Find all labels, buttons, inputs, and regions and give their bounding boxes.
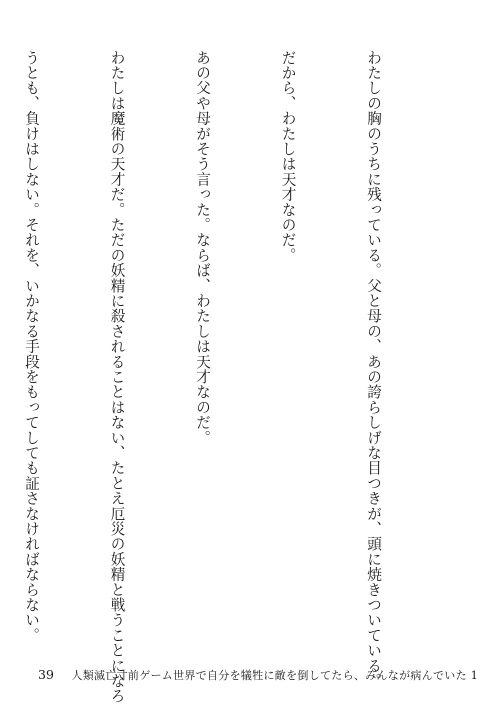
running-title: 人類滅亡寸前ゲーム世界で自分を犠牲に敵を倒してたら、みんなが病んでいた 1 bbox=[71, 669, 478, 682]
text-line: だから、わたしは天才なのだ。 bbox=[279, 50, 297, 263]
text-line: あの父や母がそう言った。ならば、わたしは天才なのだ。 bbox=[194, 50, 211, 446]
text-line: わたしの胸のうちに残っている。父と母の、あの誇らしげな目つきが、頭に焼きついている。 bbox=[365, 50, 382, 689]
page-footer bbox=[38, 667, 478, 683]
page-number: 39 bbox=[38, 667, 54, 682]
text-line: わたしは魔術の天才だ。ただの妖精に殺されることはない、たとえ厄災の妖精と戦うことになろ bbox=[108, 50, 126, 704]
text-line: うとも、負けはしない。それを、いかなる手段をもってしても証さなければならない。 bbox=[23, 50, 40, 643]
